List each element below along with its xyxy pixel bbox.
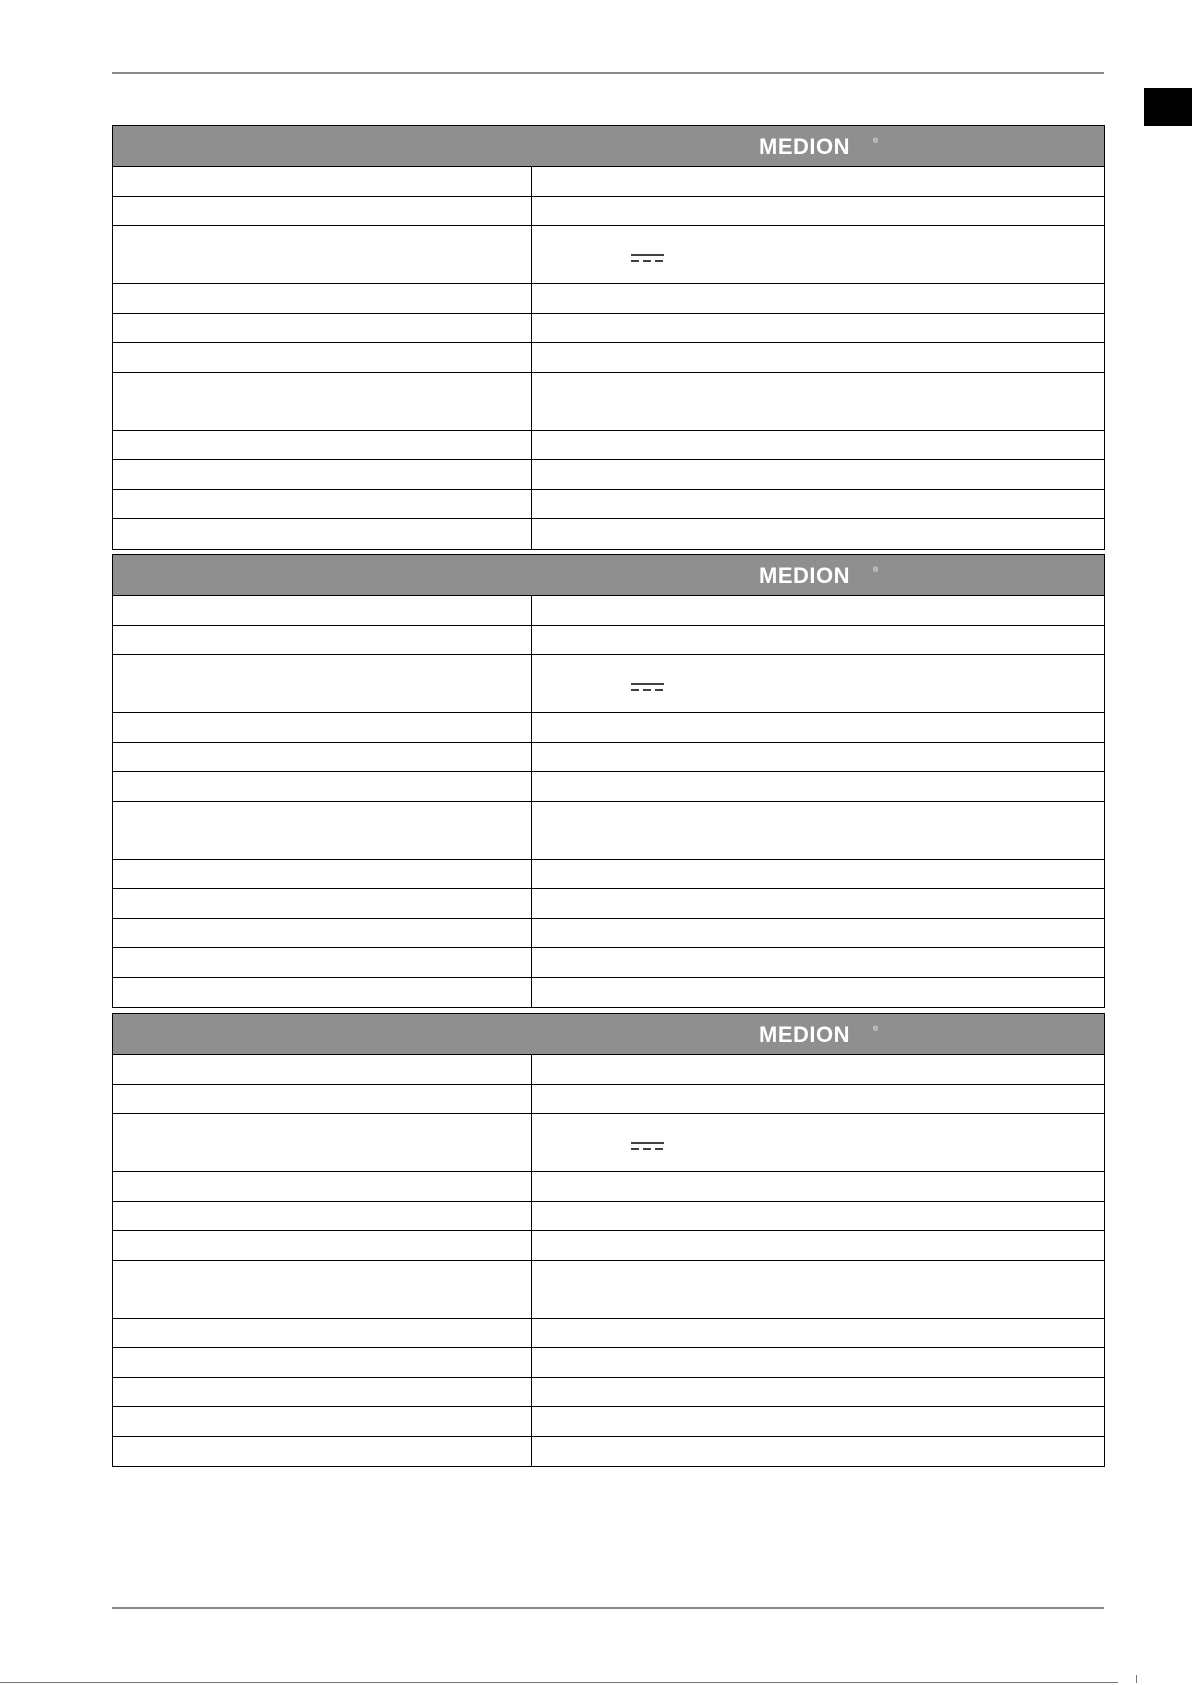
spec-row [113, 197, 1104, 227]
spec-value-cell [532, 978, 1104, 1008]
brand-logo [759, 135, 879, 162]
spec-label-cell [113, 1407, 532, 1436]
spec-label-cell [113, 713, 532, 742]
spec-row [113, 772, 1104, 802]
spec-row [113, 431, 1104, 461]
spec-label-cell [113, 490, 532, 519]
spec-label-cell [113, 978, 532, 1008]
spec-row [113, 373, 1104, 431]
spec-value-cell [532, 1085, 1104, 1114]
spec-label-cell [113, 1114, 532, 1171]
spec-label-cell [113, 1437, 532, 1467]
spec-label-cell [113, 772, 532, 801]
spec-label-cell [113, 1319, 532, 1348]
spec-value-cell [532, 1319, 1104, 1348]
spec-table [112, 125, 1105, 550]
spec-value-cell [532, 1114, 1104, 1171]
spec-label-cell [113, 343, 532, 372]
spec-value-cell [532, 314, 1104, 343]
spec-value-cell [532, 919, 1104, 948]
spec-row [113, 743, 1104, 773]
top-rule [112, 72, 1104, 74]
spec-value-cell [532, 802, 1104, 859]
page-edge-tick [1136, 1675, 1137, 1683]
spec-row [113, 1231, 1104, 1261]
spec-row [113, 460, 1104, 490]
spec-row [113, 889, 1104, 919]
spec-label-cell [113, 889, 532, 918]
spec-value-cell [532, 772, 1104, 801]
spec-value-cell [532, 1055, 1104, 1084]
spec-label-cell [113, 167, 532, 196]
spec-label-cell [113, 1261, 532, 1318]
language-tab [1144, 88, 1192, 126]
spec-row [113, 802, 1104, 860]
spec-row [113, 314, 1104, 344]
spec-row [113, 167, 1104, 197]
spec-label-cell [113, 197, 532, 226]
spec-value-cell [532, 655, 1104, 712]
spec-label-cell [113, 655, 532, 712]
spec-row [113, 1319, 1104, 1349]
spec-label-cell [113, 460, 532, 489]
spec-value-cell [532, 1407, 1104, 1436]
spec-value-cell [532, 860, 1104, 889]
registered-mark: ® [873, 567, 879, 574]
spec-label-cell [113, 743, 532, 772]
spec-value-cell [532, 596, 1104, 625]
spec-value-cell [532, 373, 1104, 430]
spec-label-cell [113, 1231, 532, 1260]
spec-row [113, 343, 1104, 373]
spec-value-cell [532, 1378, 1104, 1407]
spec-row [113, 1378, 1104, 1408]
spec-row [113, 1055, 1104, 1085]
spec-label-cell [113, 1085, 532, 1114]
bottom-rule [112, 1607, 1104, 1609]
medion-logo-text: MEDION [759, 135, 850, 157]
spec-value-cell [532, 1231, 1104, 1260]
spec-label-cell [113, 626, 532, 655]
spec-row [113, 978, 1104, 1008]
spec-label-cell [113, 860, 532, 889]
spec-row [113, 284, 1104, 314]
spec-value-cell [532, 197, 1104, 226]
spec-row [113, 1261, 1104, 1319]
spec-label-cell [113, 519, 532, 549]
spec-row [113, 919, 1104, 949]
spec-table [112, 1013, 1105, 1467]
spec-value-cell [532, 1202, 1104, 1231]
spec-value-cell [532, 490, 1104, 519]
registered-mark: ® [873, 138, 879, 145]
spec-value-cell [532, 743, 1104, 772]
spec-table-header [113, 1014, 1104, 1055]
spec-value-cell [532, 948, 1104, 977]
spec-row [113, 655, 1104, 713]
spec-row [113, 596, 1104, 626]
spec-table-header [113, 126, 1104, 167]
spec-value-cell [532, 460, 1104, 489]
spec-value-cell [532, 167, 1104, 196]
spec-label-cell [113, 226, 532, 283]
spec-label-cell [113, 1348, 532, 1377]
spec-label-cell [113, 284, 532, 313]
direct-current-icon [631, 1141, 664, 1151]
spec-value-cell [532, 1437, 1104, 1467]
spec-value-cell [532, 431, 1104, 460]
registered-mark: ® [873, 1026, 879, 1033]
medion-logo-text: MEDION [759, 564, 850, 586]
medion-logo [759, 135, 879, 157]
spec-value-cell [532, 284, 1104, 313]
spec-row [113, 1348, 1104, 1378]
spec-row [113, 1202, 1104, 1232]
spec-row [113, 1114, 1104, 1172]
spec-value-cell [532, 713, 1104, 742]
direct-current-icon [631, 253, 664, 263]
spec-value-cell [532, 1348, 1104, 1377]
spec-label-cell [113, 802, 532, 859]
spec-value-cell [532, 519, 1104, 549]
spec-label-cell [113, 1055, 532, 1084]
spec-row [113, 490, 1104, 520]
medion-logo [759, 564, 879, 586]
spec-label-cell [113, 1378, 532, 1407]
spec-row [113, 226, 1104, 284]
spec-row [113, 860, 1104, 890]
medion-logo [759, 1023, 879, 1045]
brand-logo [759, 1023, 879, 1050]
spec-label-cell [113, 431, 532, 460]
spec-value-cell [532, 226, 1104, 283]
spec-label-cell [113, 596, 532, 625]
spec-value-cell [532, 1261, 1104, 1318]
spec-label-cell [113, 919, 532, 948]
spec-table-header [113, 555, 1104, 596]
spec-row [113, 1437, 1104, 1467]
spec-row [113, 1085, 1104, 1115]
page-edge-rule [0, 1682, 1118, 1683]
spec-row [113, 1172, 1104, 1202]
direct-current-icon [631, 682, 664, 692]
spec-row [113, 948, 1104, 978]
spec-label-cell [113, 948, 532, 977]
spec-value-cell [532, 343, 1104, 372]
spec-row [113, 519, 1104, 549]
spec-value-cell [532, 626, 1104, 655]
spec-label-cell [113, 314, 532, 343]
spec-value-cell [532, 1172, 1104, 1201]
spec-row [113, 713, 1104, 743]
spec-table [112, 554, 1105, 1008]
spec-row [113, 626, 1104, 656]
brand-logo [759, 564, 879, 591]
spec-label-cell [113, 1172, 532, 1201]
spec-value-cell [532, 889, 1104, 918]
spec-label-cell [113, 1202, 532, 1231]
spec-label-cell [113, 373, 532, 430]
spec-row [113, 1407, 1104, 1437]
medion-logo-text: MEDION [759, 1023, 850, 1045]
